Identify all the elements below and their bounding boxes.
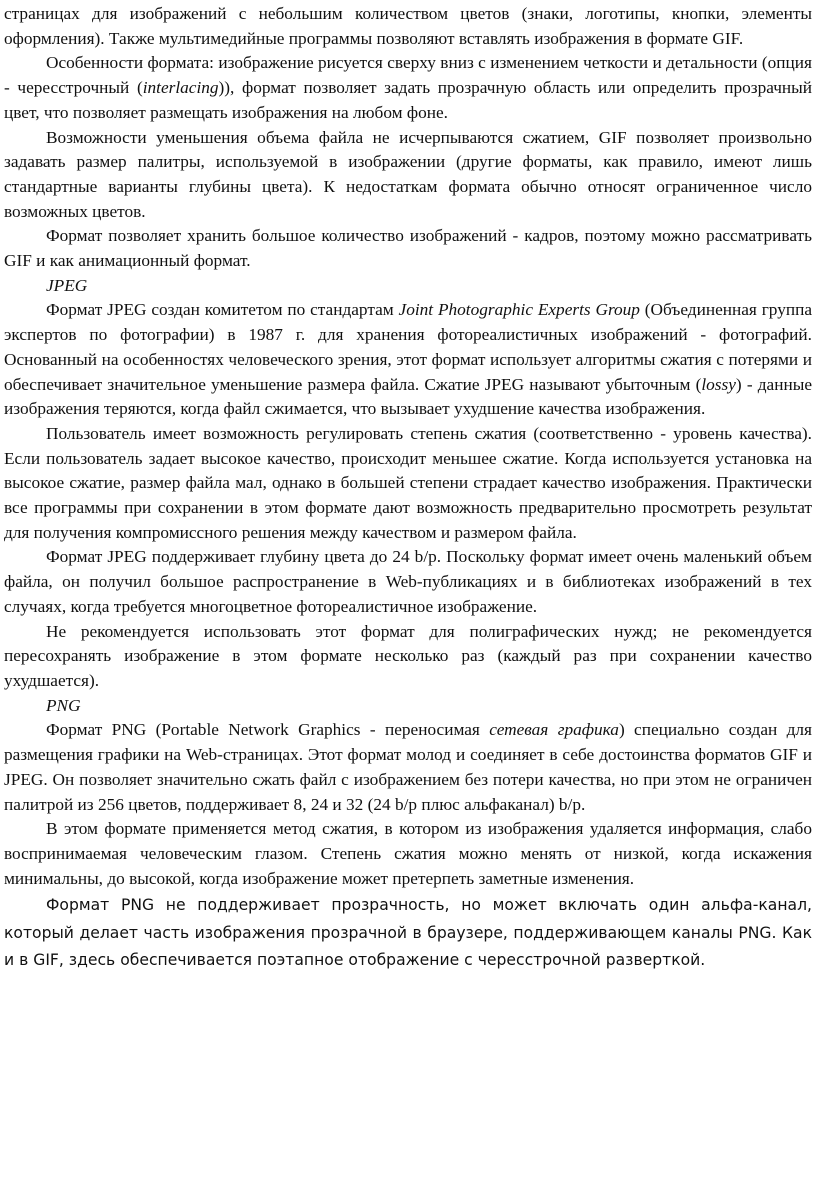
paragraph-jpeg-intro (4, 298, 812, 422)
paragraph-text: ) - данные изображения теряются, когда файл сжимается, что вызывает ухудшение качества изображения. (4, 374, 813, 419)
section-heading-jpeg: JPEG (46, 275, 88, 295)
paragraph-text: ) специально создан для размещения графики на Web-страницах. Этот формат молод и соединяет в себе достоинства форматов GIF и JPEG. Он позволяет значительно сжать файл с изображением без потери качества, но при этом не ограничен палитрой из 256 цветов, поддерживает 8, 24 и 32 (24 b/p плюс альфаканал) b/p. (4, 720, 812, 814)
paragraph-text: Особенности формата: изображение рисуется сверху вниз с изменением четкости и детальности (опция - чересстрочный ( (4, 53, 812, 98)
paragraph-text: (Объединенная группа экспертов по фотографии) в 1987 г. для хранения фотореалистичных изображений - фотографий. Основанный на особенностях человеческого зрения, этот формат использует алгоритмы сжатия с потерями и обеспечивает значительное уменьшение размера файла. Сжатие JPEG называют убыточным ( (4, 300, 813, 394)
term-network-graphics: сетевая графика (489, 720, 619, 740)
paragraph-png-transparency: Формат PNG не поддерживает прозрачность, но может включать один альфа-канал, который делает часть изображения прозрачной в браузере, поддерживающем каналы PNG. Как и в GIF, здесь обеспечивается поэтапное отображение с чересстрочной разверткой. (4, 896, 812, 970)
paragraph-text: )), формат позволяет задать прозрачную область или определить прозрачный цвет, что позволяет размещать изображения на любом фоне. (4, 78, 812, 122)
paragraph-jpeg-compression: Пользователь имеет возможность регулировать степень сжатия (соответственно - уровень качества). Если пользователь задает высокое качество, происходит меньшее сжатие. Когда используется установка на высокое сжатие, размер файла мал, однако в большей степени страдает качество изображения. Практически все программы при сохранении в этом формате дают возможность предварительно просмотреть результат для получения компромиссного решения между качеством и размером файла. (4, 423, 812, 542)
term-jpeg-group: Joint Photographic Experts Group (398, 300, 640, 320)
paragraph-gif-palette: Возможности уменьшения объема файла не исчерпываются сжатием, GIF позволяет произвольно задавать размер палитры, используемой в изображении (другие форматы, как правило, имеют лишь стандартные варианты глубины цвета). К недостаткам формата обычно относят ограниченное число возможных цветов. (4, 127, 812, 221)
paragraph-gif-usage: страницах для изображений с небольшим количеством цветов (знаки, логотипы, кнопки, элементы оформления). Также мультимедийные программы позволяют вставлять изображения в формате GIF. (4, 4, 812, 48)
paragraph-gif-animation: Формат позволяет хранить большое количество изображений - кадров, поэтому можно рассматривать GIF и как анимационный формат. (4, 226, 812, 271)
paragraph-png-intro (4, 718, 812, 817)
section-heading-png: PNG (46, 695, 81, 715)
term-interlacing: interlacing (142, 78, 219, 98)
paragraph-text: Формат JPEG создан комитетом по стандартам (46, 300, 399, 320)
paragraph-jpeg-warning: Не рекомендуется использовать этот формат для полиграфических нужд; не рекомендуется пересохранять изображение в этом формате несколько раз (каждый раз при сохранении качество ухудшается). (4, 621, 812, 690)
paragraph-text: Формат PNG (Portable Network Graphics - переносимая (46, 720, 490, 740)
term-lossy: lossy (701, 374, 736, 394)
paragraph-jpeg-depth: Формат JPEG поддерживает глубину цвета до 24 b/p. Поскольку формат имеет очень маленький объем файла, он получил большое распространение в Web-публикациях и в библиотеках изображений в тех случаях, когда требуется многоцветное фотореалистичное изображение. (4, 547, 812, 616)
paragraph-png-compression: В этом формате применяется метод сжатия, в котором из изображения удаляется информация, слабо воспринимаемая человеческим глазом. Степень сжатия можно менять от низкой, когда искажения минимальны, до высокой, когда изображение может претерпеть заметные изменения. (4, 819, 812, 888)
paragraph-gif-features (4, 51, 812, 125)
